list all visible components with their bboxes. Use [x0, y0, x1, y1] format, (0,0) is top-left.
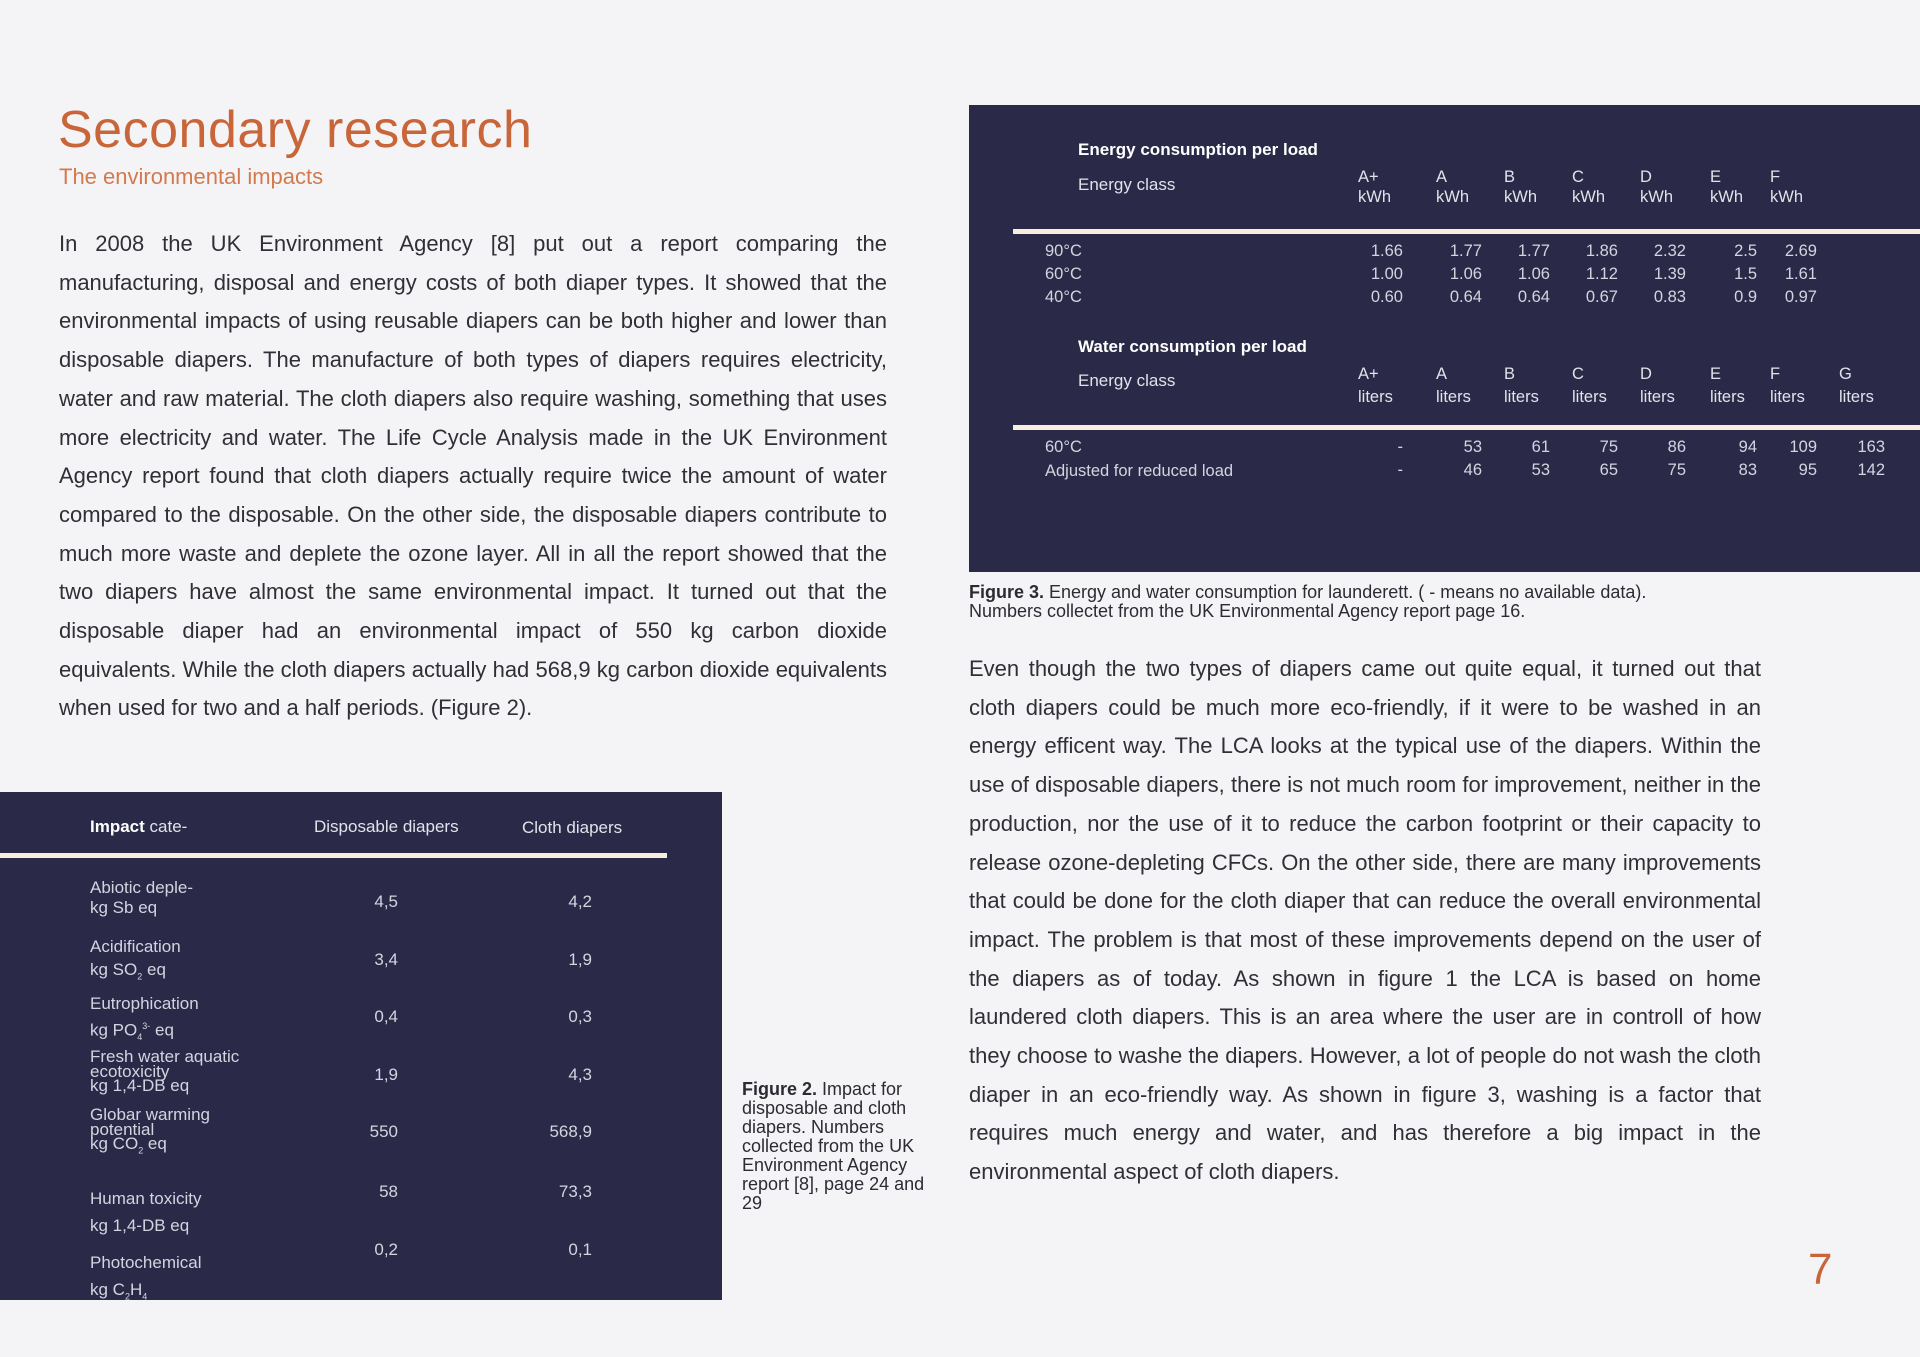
figure3-table: Energy consumption per load Energy class A+ kWh A kWh B kWh C kWh D kWh E kWh F kWh 90°C 1.66 1.77 1.77 1.86 2.32 2.5 2.69 60°C 1.00 1.06 1.06 1.12 1.39 1.5 1.61 40°C 0.60 0.64 0.64 0.67 0.83 0.9 0.97 Water consumption per load Energy class A+ liters A liters B liters C liters D liters E liters F liters G liters 60°C - 53 61 75 86 94 109 163 Adjusted for reduced load - 46 53 65 75 83 95 142	[969, 105, 1920, 572]
figure2-caption-text: Impact for disposable and cloth diapers. Numbers collected from the UK Environment Agency report [8], page 24 and 29	[742, 1079, 925, 1213]
row-name: Photochemical	[90, 1253, 202, 1272]
page-number: 7	[1808, 1245, 1833, 1294]
figure2-caption	[742, 1080, 942, 1213]
energy-title: Energy consumption per load	[1078, 140, 1318, 159]
row-disposable-value: 0,2	[374, 1240, 398, 1259]
water-col-header: C liters	[1572, 365, 1607, 406]
row-cloth-value: 1,9	[568, 950, 592, 969]
row-name: Globar warming potential	[90, 1105, 210, 1139]
energy-col-header: C kWh	[1572, 168, 1605, 206]
figure2-table: Impact cate- Disposable diapers Cloth diapers Abiotic deple- kg Sb eq 4,5 4,2 Acidification kg $SO_2$ eq 3,4 1,9 Eutrophication kg $PO_4^{3-}$ eq 0,4 0,3 Fresh water aquatic ecotoxicity kg 1,4-DB eq 1,9 4,3 Globar warming potential kg $CO_2$ eq 550 568,9 Human toxicity kg 1,4-DB eq 58 73,3 Photochemical kg $C_2H_4$ 0,2 0,1	[0, 792, 722, 1300]
figure3-caption-line2: Numbers collectet from the UK Environmental Agency report page 16.	[969, 601, 1526, 621]
row-disposable-value: 4,5	[374, 892, 398, 911]
row-cloth-value: 73,3	[558, 1182, 592, 1201]
row-disposable-value: 3,4	[374, 950, 398, 969]
energy-col-header: E kWh	[1710, 168, 1743, 206]
water-col-header: B liters	[1504, 365, 1539, 406]
page-title: Secondary research	[58, 101, 533, 159]
row-name: Fresh water aquatic ecotoxicity	[90, 1047, 240, 1081]
row-disposable-value: 0,4	[374, 1007, 398, 1026]
energy-col-header: A+ kWh	[1358, 168, 1391, 206]
row-unit: kg 1,4-DB eq	[90, 1216, 190, 1235]
row-disposable-value: 58	[379, 1182, 398, 1201]
page-subtitle: The environmental impacts	[59, 164, 324, 189]
row-disposable-value: 1,9	[374, 1065, 398, 1084]
water-col-header: E liters	[1710, 365, 1745, 406]
energy-col-header: F kWh	[1770, 168, 1803, 206]
row-unit: kg 1,4-DB eq	[90, 1076, 190, 1095]
water-title: Water consumption per load	[1078, 337, 1307, 356]
row-unit: kg Sb eq	[90, 898, 158, 917]
row-unit: kg PO	[90, 1020, 138, 1040]
figure3-caption-line1: Energy and water consumption for launderett. ( - means no available data).	[1044, 582, 1647, 602]
row-name: Human toxicity	[90, 1189, 202, 1208]
energy-col-header: D kWh	[1640, 168, 1673, 206]
water-col-header: A+ liters	[1358, 365, 1393, 406]
figure3-caption	[969, 583, 1869, 621]
figure2-header-disposable: Disposable diapers	[314, 817, 459, 836]
figure2-header-impact-bold: Impact	[90, 817, 145, 836]
row-cloth-value: 0,1	[568, 1240, 592, 1259]
figure2-header-impact	[90, 817, 187, 837]
figure2-caption-label: Figure 2.	[742, 1079, 818, 1099]
row-cloth-value: 4,3	[568, 1065, 592, 1084]
water-class-label: Energy class	[1078, 371, 1176, 390]
row-disposable-value: 550	[369, 1122, 398, 1141]
row-cloth-value: 568,9	[549, 1122, 592, 1141]
row-cloth-value: 4,2	[568, 892, 592, 911]
body-paragraph-left: In 2008 the UK Environment Agency [8] put out a report comparing the manufacturing, disposal and energy costs of both diaper types. It showed that the environmental impacts of using reusable diapers can be both higher and lower than disposable diapers. The manufacture of both types of diapers requires electricity, water and raw material. The cloth diapers also require washing, something that uses more electricity and water. The Life Cycle Analysis made in the UK Environment Agency report found that cloth diapers actually require twice the amount of water compared to the disposable. On the other side, the disposable diapers contribute to much more waste and deplete the ozone layer. All in all the report showed that the two diapers have almost the same environmental impact. It turned out that the disposable diaper had an environmental impact of 550 kg carbon dioxide equivalents. While the cloth diapers actually had 568,9 kg carbon dioxide equivalents when used for two and a half periods. (Figure 2).	[59, 231, 887, 721]
row-unit: kg SO	[90, 960, 138, 979]
energy-header-rule	[1013, 229, 1920, 234]
energy-col-header: A kWh	[1436, 168, 1469, 206]
water-col-header: D liters	[1640, 365, 1675, 406]
figure3-caption-label: Figure 3.	[969, 582, 1045, 602]
row-cloth-value: 0,3	[568, 1007, 592, 1026]
water-col-header: G liters	[1839, 365, 1874, 406]
figure2-header-impact-rest: cate-	[144, 817, 188, 836]
row-name: Eutrophication	[90, 994, 199, 1013]
row-name: Abiotic deple-	[90, 878, 194, 897]
row-unit: kg CO	[90, 1134, 139, 1153]
energy-class-label: Energy class	[1078, 175, 1176, 194]
water-header-rule	[1013, 425, 1920, 430]
water-col-header: F liters	[1770, 365, 1805, 406]
body-paragraph-right: Even though the two types of diapers came out quite equal, it turned out that cloth diapers could be much more eco-friendly, if it were to be washed in an energy efficent way. The LCA looks at the typical use of the diapers. Within the use of disposable diapers, there is not much room for improvement, neither in the production, nor the use of it to reduce the carbon footprint or their capacity to release ozone-depleting CFCs. On the other side, there are many improvements that could be done for the cloth diaper that can reduce the overall environmental impact. The problem is that most of these improvements depend on the user of the diapers as of today. As shown in figure 1 the LCA is based on home laundered cloth diapers. This is an area where the user are in controll of how they choose to washe the diapers. However, a lot of people do not wash the cloth diaper in an eco-friendly way. As shown in figure 3, washing is a factor that requires much energy and water, and has therefore a big impact in the environmental aspect of cloth diapers.	[969, 656, 1761, 1185]
row-unit: kg C	[90, 1280, 125, 1299]
figure2-header-cloth: Cloth diapers	[522, 818, 623, 837]
row-name: Acidification	[90, 937, 181, 956]
figure2-header-rule	[0, 853, 667, 858]
energy-col-header: B kWh	[1504, 168, 1537, 206]
water-col-header: A liters	[1436, 365, 1471, 406]
